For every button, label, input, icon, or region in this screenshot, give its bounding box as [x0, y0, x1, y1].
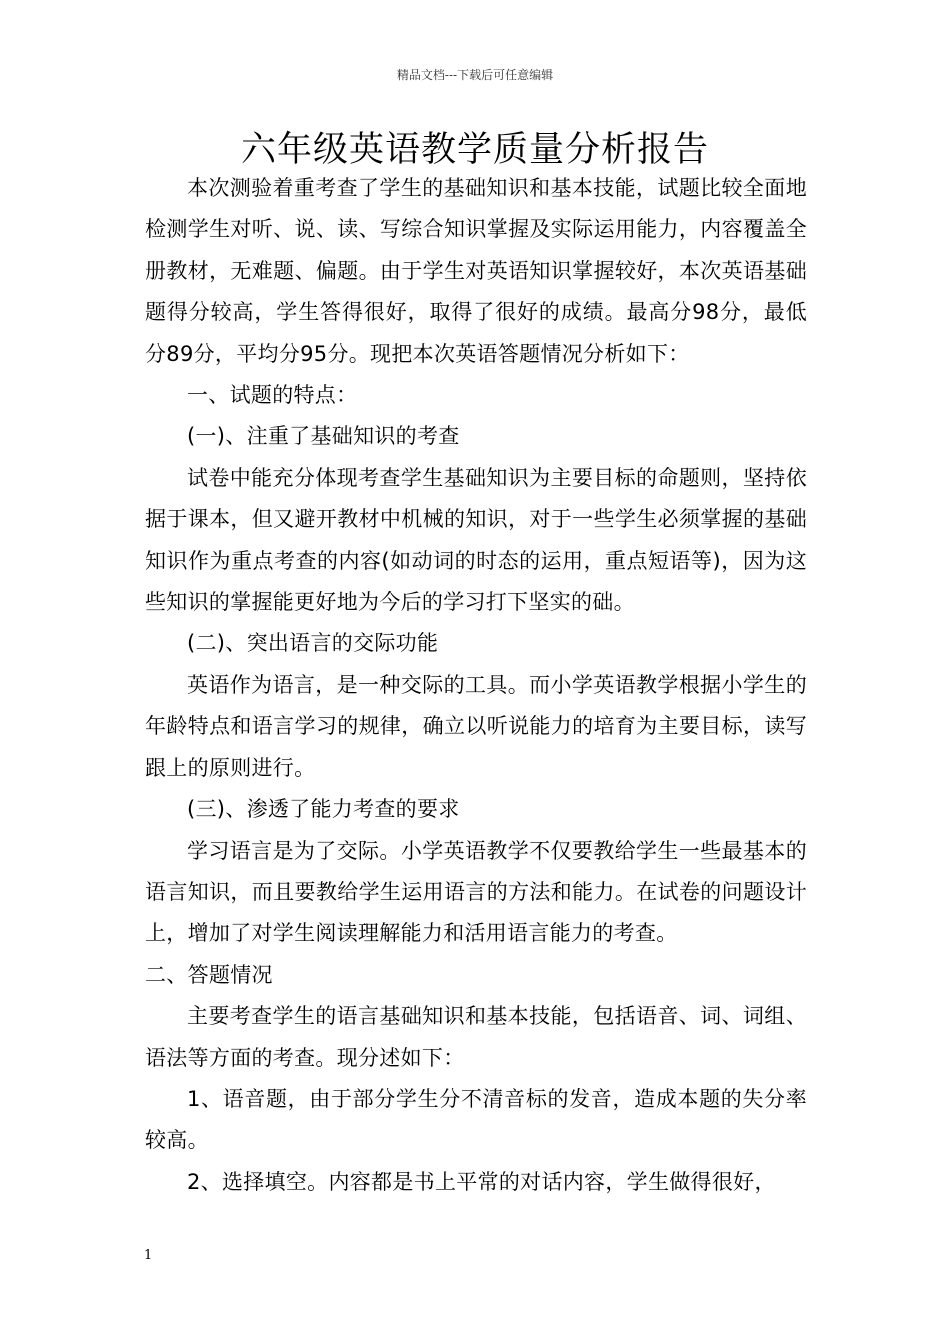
subsection-heading-ability: (三)、渗透了能力考查的要求 — [187, 797, 460, 822]
page-number: 1 — [144, 1248, 153, 1263]
answers-item-phonetics: 1、语音题，由于部分学生分不清音标的发音，造成本题的失分率较高。 — [145, 1086, 807, 1153]
subsection-heading-communication: (二)、突出语言的交际功能 — [187, 631, 439, 656]
intro-paragraph: 本次测验着重考查了学生的基础知识和基本技能，试题比较全面地检测学生对听、说、读、写综合知识掌握及实际运用能力，内容覆盖全册教材，无难题、偏题。由于学生对英语知识掌握较好，本次英语基础题得分较高，学生答得很好，取得了很好的成绩。最高分98分，最低分89分，平均分95分。现把本次英语答题情况分析如下： — [145, 176, 807, 366]
answers-item-multiple-choice: 2、选择填空。内容都是书上平常的对话内容，学生做得很好， — [187, 1169, 776, 1194]
section-heading-answers: 二、答题情况 — [145, 962, 273, 987]
document-body — [145, 168, 807, 1203]
document-title: 六年级英语教学质量分析报告 — [240, 130, 709, 170]
basic-knowledge-paragraph: 试卷中能充分体现考查学生基础知识为主要目标的命题则，坚持依据于课本，但又避开教材中机械的知识，对于一些学生必须掌握的基础知识作为重点考查的内容(如动词的时态的运用，重点短语等)，因为这些知识的掌握能更好地为今后的学习打下坚实的础。 — [145, 465, 807, 615]
section-heading-test-features: 一、试题的特点： — [187, 383, 358, 408]
ability-paragraph: 学习语言是为了交际。小学英语教学不仅要教给学生一些最基本的语言知识，而且要教给学生运用语言的方法和能力。在试卷的问题设计上，增加了对学生阅读理解能力和活用语言能力的考查。 — [145, 838, 807, 946]
document-header-note: 精品文档---下载后可任意编辑 — [396, 68, 554, 82]
subsection-heading-basic-knowledge: (一)、注重了基础知识的考查 — [187, 424, 460, 449]
answers-intro-paragraph: 主要考查学生的语言基础知识和基本技能，包括语音、词、词组、语法等方面的考查。现分述如下： — [145, 1004, 807, 1070]
communication-paragraph: 英语作为语言，是一种交际的工具。而小学英语教学根据小学生的年龄特点和语言学习的规律，确立以听说能力的培育为主要目标，读写跟上的原则进行。 — [145, 672, 807, 780]
